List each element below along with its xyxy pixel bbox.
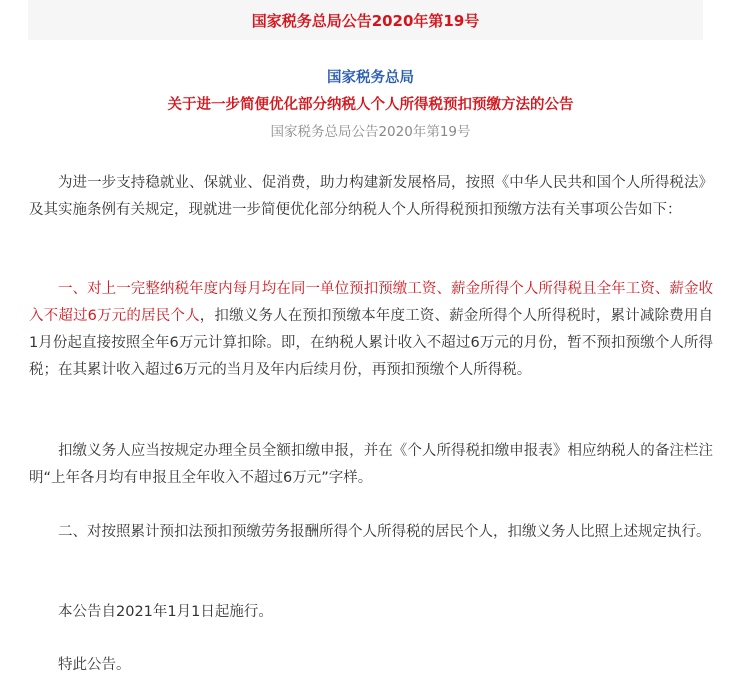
effective-date-paragraph: 本公告自2021年1月1日起施行。: [58, 604, 273, 620]
document-number: 国家税务总局公告2020年第19号: [270, 124, 471, 140]
intro-paragraph: 为进一步支持稳就业、保就业、促消费，助力构建新发展格局，按照《中华人民共和国个人所得税法》及其实施条例有关规定，现就进一步简便优化部分纳税人个人所得税预扣预缴方法有关事项公告如下：: [29, 175, 713, 218]
item-one-note-paragraph: 扣缴义务人应当按规定办理全员全额扣缴申报，并在《个人所得税扣缴申报表》相应纳税人的备注栏注明“上年各月均有申报且全年收入不超过6万元”字样。: [29, 443, 713, 486]
notice-title: 关于进一步简便优化部分纳税人个人所得税预扣预缴方法的公告: [167, 97, 574, 113]
issuer-name: 国家税务总局: [327, 70, 414, 86]
banner-title: 国家税务总局公告2020年第19号: [251, 11, 480, 30]
closing-paragraph: 特此公告。: [58, 657, 131, 673]
item-one-paragraph: [29, 276, 713, 384]
item-two-paragraph: 二、对按照累计预扣法预扣预缴劳务报酬所得个人所得税的居民个人，扣缴义务人比照上述规定执行。: [58, 524, 711, 540]
header-banner: [28, 0, 703, 40]
item-one-text: ，扣缴义务人在预扣预缴本年度工资、薪金所得个人所得税时，累计减除费用自1月份起直接按照全年6万元计算扣除。即，在纳税人累计收入不超过6万元的月份，暂不预扣预缴个人所得税；在其累计收入超过6万元的当月及年内后续月份，再预扣预缴个人所得税。: [29, 308, 714, 378]
item-one-highlight: 一、对上一完整纳税年度内每月均在同一单位预扣预缴工资、薪金所得个人所得税且全年工资、薪金收入不超过6万元的居民个人: [29, 281, 713, 324]
